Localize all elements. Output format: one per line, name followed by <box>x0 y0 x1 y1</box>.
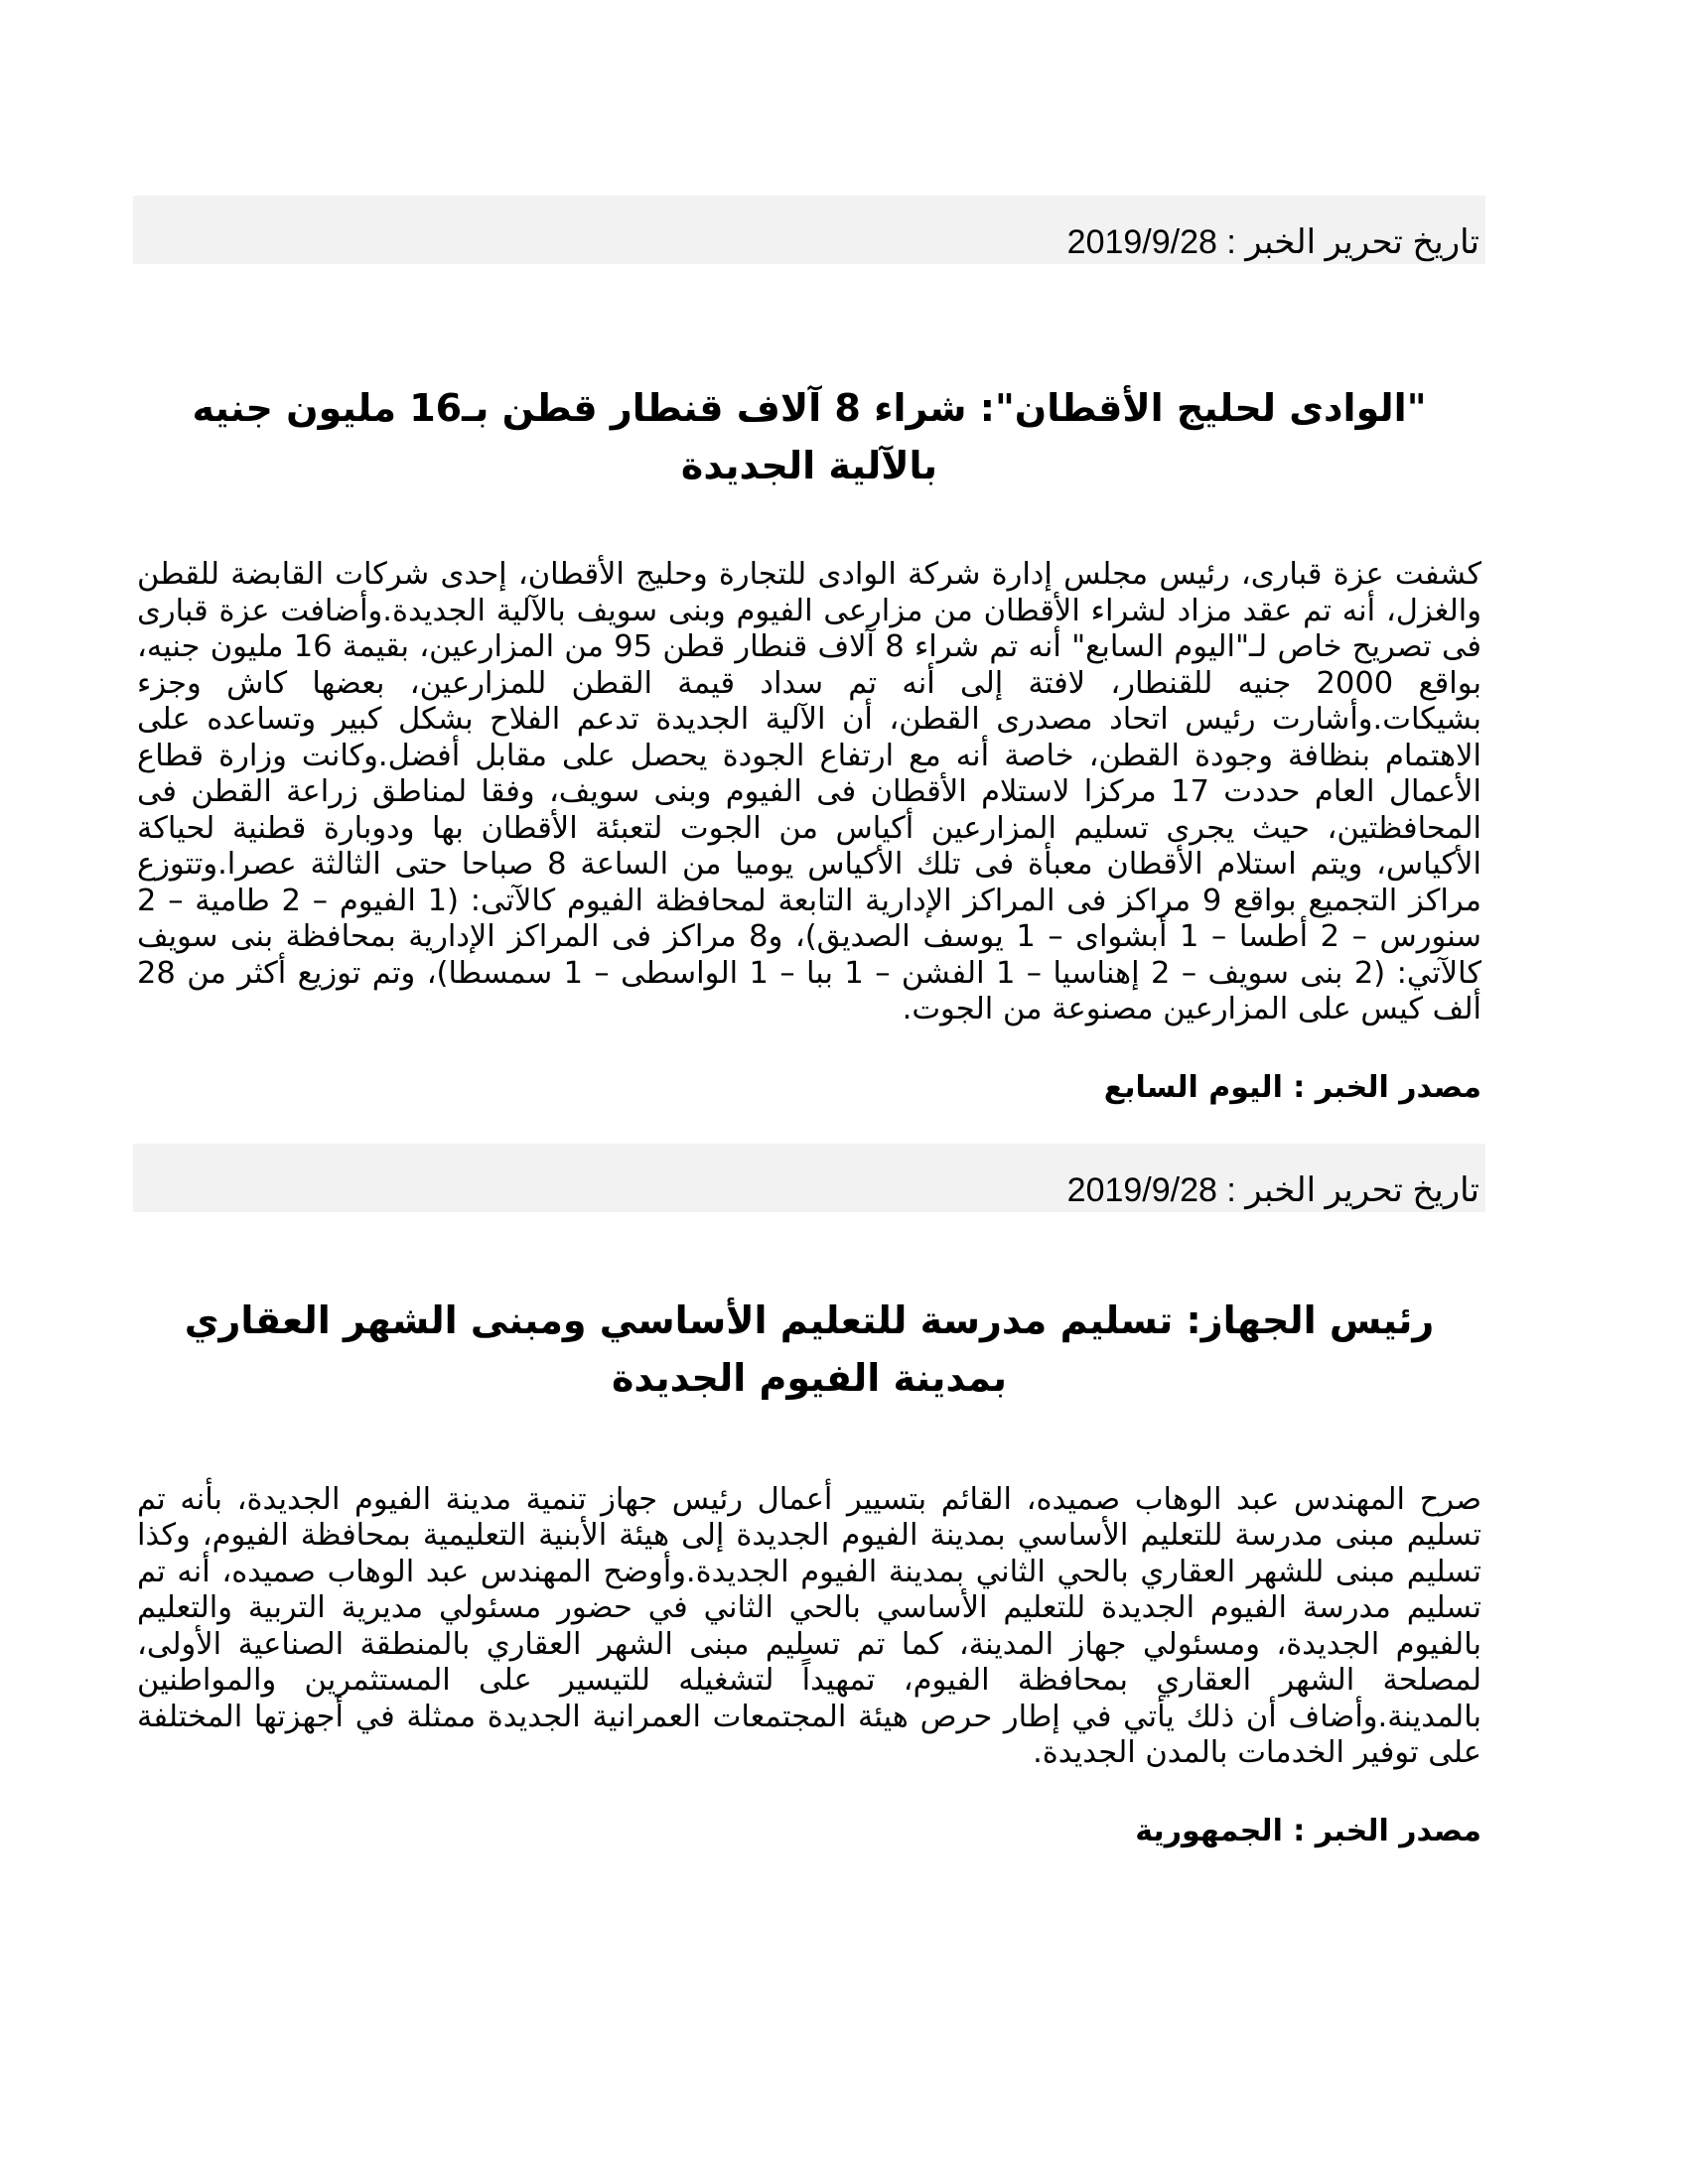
article-body: صرح المهندس عبد الوهاب صميده، القائم بتسيير أعمال رئيس جهاز تنمية مدينة الفيوم الجديدة، بأنه تم تسليم مبنى مدرسة للتعليم الأساسي بمدينة الفيوم الجديدة إلى هيئة الأبنية التعليمية بمحافظة الفيوم، وكذا تسليم مبنى للشهر العقاري بالحي الثاني بمدينة الفيوم الجديدة.وأوضح المهندس عبد الوهاب صميده، أنه تم تسليم مدرسة الفيوم الجديدة للتعليم الأساسي بالحي الثاني في حضور مسئولي مديرية التربية والتعليم بالفيوم الجديدة، ومسئولي جهاز المدينة، كما تم تسليم مبنى الشهر العقاري بالمنطقة الصناعية الأولى، لمصلحة الشهر العقاري بمحافظة الفيوم، تمهيداً لتشغيله للتيسير على المستثمرين والمواطنين بالمدينة.وأضاف أن ذلك يأتي في إطار حرص هيئة المجتمعات العمرانية الجديدة ممثلة في أجهزتها المختلفة على توفير الخدمات بالمدن الجديدة. <box>137 1481 1481 1770</box>
article-source: مصدر الخبر : الجمهورية <box>1135 1813 1481 1848</box>
article-date-bar <box>133 196 1485 264</box>
article-date: تاريخ تحرير الخبر : 2019/9/28 <box>1066 223 1479 261</box>
article-source: مصدر الخبر : اليوم السابع <box>1103 1069 1481 1105</box>
article-headline: "الوادى لحليج الأقطان": شراء 8 آلاف قنطار قطن بـ16 مليون جنيه بالآلية الجديدة <box>192 386 1427 487</box>
article-headline: رئيس الجهاز: تسليم مدرسة للتعليم الأساسي ومبنى الشهر العقاري بمدينة الفيوم الجديدة <box>184 1297 1435 1400</box>
article-date: تاريخ تحرير الخبر : 2019/9/28 <box>1066 1170 1479 1209</box>
article-body: كشفت عزة قبارى، رئيس مجلس إدارة شركة الوادى للتجارة وحليج الأقطان، إحدى شركات القابضة للقطن والغزل، أنه تم عقد مزاد لشراء الأقطان من مزارعى الفيوم وبنى سويف بالآلية الجديدة.وأضافت عزة قبارى فى تصريح خاص لـ"اليوم السابع" أنه تم شراء 8 آلاف قنطار قطن 95 من المزارعين، بقيمة 16 مليون جنيه، بواقع 2000 جنيه للقنطار، لافتة إلى أنه تم سداد قيمة القطن للمزارعين، بعضها كاش وجزء بشيكات.وأشارت رئيس اتحاد مصدرى القطن، أن الآلية الجديدة تدعم الفلاح بشكل كبير وتساعده على الاهتمام بنظافة وجودة القطن، خاصة أنه مع ارتفاع الجودة يحصل على مقابل أفضل.وكانت وزارة قطاع الأعمال العام حددت 17 مركزا لاستلام الأقطان فى الفيوم وبنى سويف، وفقا لمناطق زراعة القطن فى المحافظتين، حيث يجرى تسليم المزارعين أكياس من الجوت لتعبئة الأقطان بها ودوبارة قطنية لحياكة الأكياس، ويتم استلام الأقطان معبأة فى تلك الأكياس يوميا من الساعة 8 صباحا حتى الثالثة عصرا.وتتوزع مراكز التجميع بواقع 9 مراكز فى المراكز الإدارية التابعة لمحافظة الفيوم كالآتى: (1 الفيوم – 2 طامية – 2 سنورس – 2 أطسا – 1 أبشواى – 1 يوسف الصديق)، و8 مراكز فى المراكز الإدارية بمحافظة بنى سويف كالآتي: (2 بنى سويف – 2 إهناسيا – 1 الفشن – 1 ببا – 1 الواسطى – 1 سمسطا)، وتم توزيع أكثر من 28 ألف كيس على المزارعين مصنوعة من الجوت. <box>137 557 1482 1026</box>
news-page <box>133 196 1485 1851</box>
article-date-bar <box>133 1144 1485 1212</box>
